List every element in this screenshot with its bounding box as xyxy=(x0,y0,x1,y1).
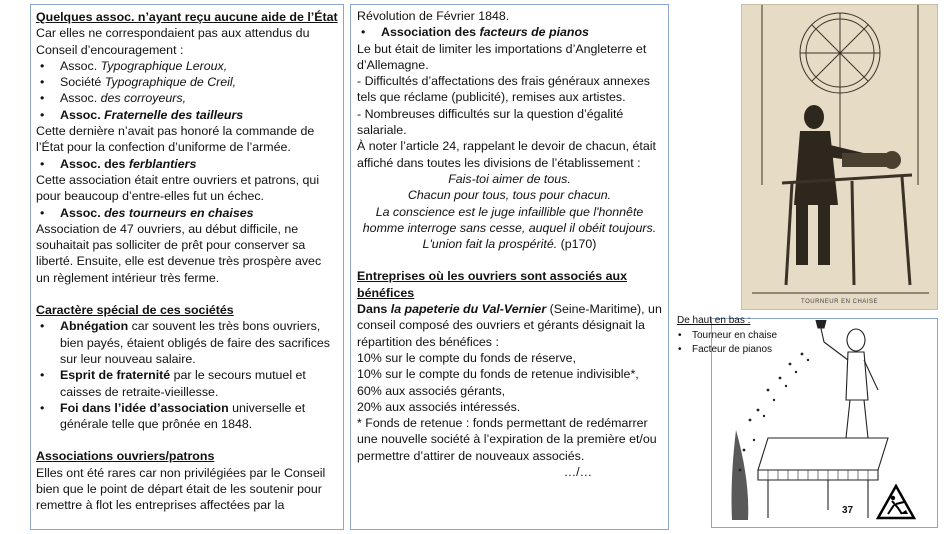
papeterie-name: la papeterie du Val-Vernier xyxy=(390,302,547,317)
list-item: • Esprit de fraternité par le secours mutuel et caisses de retraite-vieillesse. xyxy=(36,367,338,400)
list-item: • Assoc. des ferblantiers xyxy=(36,156,338,172)
list-item: • Assoc. des corroyeurs, xyxy=(36,90,338,106)
para-papeterie xyxy=(357,301,662,350)
para-difficultes-salaire: - Nombreuses difficultés sur la question d’égalité salariale. xyxy=(357,106,624,138)
list-item: • Assoc. des tourneurs en chaises xyxy=(36,205,338,221)
quote-ref: (p170) xyxy=(557,237,597,252)
list-item: • Assoc. Fraternelle des tailleurs xyxy=(36,107,338,123)
repartition-line: 10% sur le compte du fonds de retenue indivisible*, xyxy=(357,367,639,382)
para-difficultes-frais: - Difficultés d’affectations des frais généraux annexes tels que réclame (publicité), remises aux artistes. xyxy=(357,74,650,105)
quote-line: Chacun pour tous, tous pour chacun. xyxy=(407,188,612,203)
list-item: • Abnégation car souvent les très bons ouvriers, bien payés, étaient obligés de faire des sacrifices sur leur nouveau salaire. xyxy=(36,318,338,367)
left-column xyxy=(30,4,344,530)
para-article-24: À noter l’article 24, rappelant le devoir de chacun, était affiché dans toutes les divisions de l’établissement : xyxy=(357,139,656,170)
quote-text: L'union fait la prospérité. xyxy=(422,237,558,252)
quote-line: La conscience est le juge infaillible que l'honnête homme interroge sans cesse, auquel il obéit toujours. xyxy=(362,204,657,235)
list-item: • Association des facteurs de pianos xyxy=(357,24,662,40)
para-fonds-retenue: * Fonds de retenue : fonds permettant de redémarrer une nouvelle société à l’expiration de la première et/ou permettre d’attirer de nouveaux associés. xyxy=(357,416,657,463)
repartition-line: 60% aux associés gérants, xyxy=(357,383,506,398)
list-item: • Société Typographique de Creil, xyxy=(36,74,338,90)
para-ferblantiers: Cette association était entre ouvriers et patrons, qui pour beaucoup d’entre-elles fut un échec. xyxy=(36,172,320,204)
engraving-chair-turner xyxy=(741,4,938,310)
para-but: Le but était de limiter les importations d’Angleterre et d’Allemagne. xyxy=(357,41,647,72)
repartition-line: 10% sur le compte du fonds de réserve, xyxy=(357,350,577,365)
para-tailleurs: Cette dernière n’avait pas honoré la commande de l’État pour la confection d’uniforme de l’armée. xyxy=(36,124,315,155)
repartition-line: 20% aux associés intéressés. xyxy=(357,399,521,414)
para-revolution: Révolution de Février 1848. xyxy=(357,9,510,23)
heading-assoc-sans-aide: Quelques assoc. n’ayant reçu aucune aide de l’État xyxy=(36,10,338,24)
para-papeterie-rest: (Seine-Maritime), un conseil composé des ouvriers et gérants désignait la répartition des bénéfices : xyxy=(357,302,662,349)
roadwork-sign-icon xyxy=(876,484,916,520)
engraving-illustration xyxy=(742,5,938,310)
list-item: • Assoc. Typographique Leroux, xyxy=(36,58,338,74)
list-item: • Foi dans l’idée d’association universelle et générale telle que prônée en 1848. xyxy=(36,400,338,433)
legend-item: • Facteur de pianos xyxy=(676,343,777,357)
para-intro: Car elles ne correspondaient pas aux attendus du Conseil d’encouragement : xyxy=(36,26,310,57)
legend-item: • Tourneur en chaise xyxy=(676,329,777,343)
quote-line: Fais-toi aimer de tous. xyxy=(448,171,571,186)
middle-column xyxy=(350,4,669,530)
legend-title: De haut en bas : xyxy=(677,315,751,326)
heading-caractere: Caractère spécial de ces sociétés xyxy=(36,303,234,318)
prefix: Dans xyxy=(357,302,391,317)
para-tourneurs: Association de 47 ouvriers, au début difficile, ne souhaitait pas solliciter de prêt pour conserver sa liberté. Ensuite, elle est devenue très prospère avec un règlement intérieur très ferme. xyxy=(36,221,322,285)
continuation-mark: …/… xyxy=(563,465,592,480)
heading-ouvriers-patrons: Associations ouvriers/patrons xyxy=(36,449,215,464)
engraving-caption: TOURNEUR EN CHAISE xyxy=(801,299,878,305)
page-number: 37 xyxy=(842,505,854,516)
para-ouvriers-patrons: Elles ont été rares car non privilégiées par le Conseil bien que le point de départ était de les soutenir pour remettre à flot les entreprises affectées par la xyxy=(36,465,326,513)
quote-line xyxy=(357,236,662,252)
legend-list xyxy=(676,329,777,357)
heading-benefices: Entreprises où les ouvriers sont associés aux bénéfices xyxy=(357,269,627,300)
